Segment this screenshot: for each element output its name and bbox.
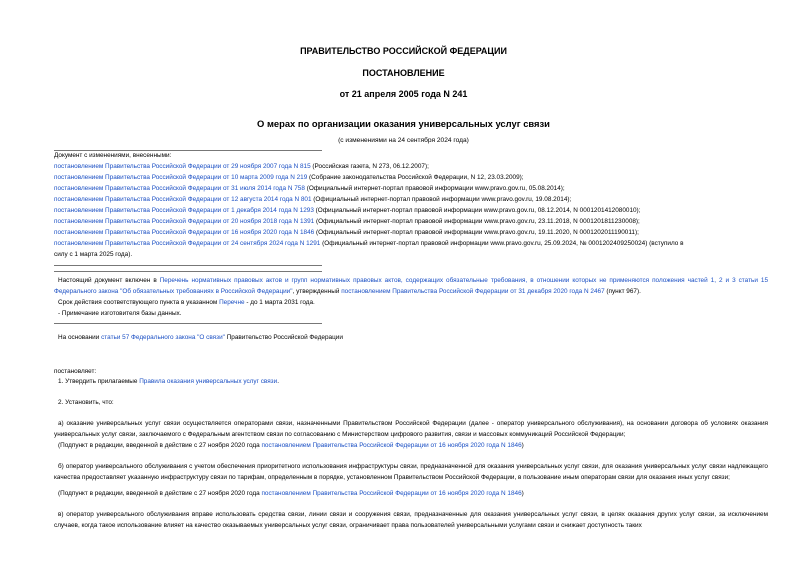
government-heading: ПРАВИТЕЛЬСТВО РОССИЙСКОЙ ФЕДЕРАЦИИ bbox=[300, 46, 507, 56]
change-link[interactable]: постановлением Правительства Российской Федерации от 16 ноября 2020 года N 1846 bbox=[54, 229, 315, 236]
divider bbox=[54, 265, 322, 266]
change-link[interactable]: постановлением Правительства Российской Федерации от 1 декабря 2014 года N 1293 bbox=[54, 207, 314, 214]
change-source: (Официальный интернет-портал правовой информации www.pravo.gov.ru, 19.08.2014); bbox=[311, 196, 572, 203]
rules-link[interactable]: Правила оказания универсальных услуг связи bbox=[139, 378, 278, 385]
subitem-a-note: (Подпункт в редакции, введенной в действие с 27 ноября 2020 года постановлением Правительства Российской Федерации от 16 ноября 2020 года N 1846) bbox=[58, 442, 524, 449]
change-item bbox=[54, 206, 640, 217]
changes-intro: Документ с изменениями, внесенными: bbox=[54, 152, 172, 159]
law-article-57-link[interactable]: статьи 57 Федерального закона "О связи" bbox=[101, 334, 225, 341]
change-item bbox=[54, 162, 429, 173]
doc-type-heading: ПОСТАНОВЛЕНИЕ bbox=[362, 68, 445, 78]
change-link[interactable]: постановлением Правительства Российской Федерации от 12 августа 2014 года N 801 bbox=[54, 196, 312, 203]
divider bbox=[54, 323, 322, 324]
change-link[interactable]: постановлением Правительства Российской Федерации от 29 ноября 2007 года N 815 bbox=[54, 163, 311, 170]
change-source: (Российская газета, N 273, 06.12.2007); bbox=[310, 163, 429, 170]
subitem-b: б) оператор универсального обслуживания с учетом обеспечения приоритетного использования инфраструктуры связи, предназначенной для оказания универсальных услуг связи, для оказания универсальных услуг связи надлежащего качества предоставляет указанную инфраструктуру связи по тарифам, определенным в порядке, установленном Правительством Российской Федерации, в пользование иным операторам связи для оказания иных услуг связи; bbox=[54, 463, 768, 481]
perechen-short-link[interactable]: Перечне bbox=[219, 299, 245, 306]
change-link[interactable]: постановлением Правительства Российской Федерации от 24 сентября 2024 года N 1291 bbox=[54, 240, 321, 247]
subitem-b-note: (Подпункт в редакции, введенной в действие с 27 ноября 2020 года постановлением Правительства Российской Федерации от 16 ноября 2020 года N 1846) bbox=[58, 490, 524, 497]
resolution-1846-link[interactable]: постановлением Правительства Российской Федерации от 16 ноября 2020 года N 1846 bbox=[261, 442, 522, 449]
change-item bbox=[54, 184, 565, 195]
subitem-a: а) оказание универсальных услуг связи осуществляется операторами связи, назначенными Правительством Российской Федерации (далее - оператор универсального обслуживания), на основании договора об условиях оказания универсальных услуг связи, заключаемого с Федеральным агентством связи по согласованию с Министерством цифрового развития, связи и массовых коммуникаций Российской Федерации; bbox=[54, 420, 768, 438]
change-item bbox=[54, 195, 571, 206]
change-item-continuation: силу с 1 марта 2025 года). bbox=[54, 251, 133, 258]
change-source: (Официальный интернет-портал правовой информации www.pravo.gov.ru, 23.11.2018, N 0001201811230008); bbox=[314, 218, 640, 225]
subitem-c: в) оператор универсального обслуживания вправе использовать средства связи, линии связи и сооружения связи, предназначенные для оказания универсальных услуг связи, в целях оказания других услуг связи, за исключением случаев, когда такое использование влияет на качество оказываемых универсальных услуг связи, ограничивает права пользователей универсальными услугами связи и снижает доступность таких bbox=[54, 511, 768, 529]
resolves-text: постановляет: bbox=[54, 368, 97, 375]
doc-date-number: от 21 апреля 2005 года N 241 bbox=[339, 89, 468, 99]
change-link[interactable]: постановлением Правительства Российской Федерации от 31 июля 2014 года N 758 bbox=[54, 185, 305, 192]
divider bbox=[54, 271, 322, 272]
amended-note: (с изменениями на 24 сентября 2024 года) bbox=[338, 137, 469, 144]
doc-title: О мерах по организации оказания универсальных услуг связи bbox=[257, 118, 550, 129]
change-source: (Официальный интернет-портал правовой информации www.pravo.gov.ru, 08.12.2014, N 0001201412080010); bbox=[313, 207, 641, 214]
database-note: - Примечание изготовителя базы данных. bbox=[58, 310, 182, 317]
resolution-1846-link[interactable]: постановлением Правительства Российской Федерации от 16 ноября 2020 года N 1846 bbox=[261, 490, 522, 497]
change-source: (Официальный интернет-портал правовой информации www.pravo.gov.ru, 25.09.2024, № 0001202409250024) (вступило в bbox=[320, 240, 684, 247]
resolution-2467-link[interactable]: постановлением Правительства Российской Федерации от 31 декабря 2020 года N 2467 bbox=[341, 287, 605, 295]
change-item bbox=[54, 217, 640, 228]
change-source: (Официальный интернет-портал правовой информации www.pravo.gov.ru, 19.11.2020, N 0001202011190011); bbox=[314, 229, 639, 236]
validity-paragraph: Срок действия соответствующего пункта в указанном Перечне - до 1 марта 2031 года. bbox=[58, 299, 315, 306]
change-link[interactable]: постановлением Правительства Российской Федерации от 20 ноября 2018 года N 1391 bbox=[54, 218, 315, 225]
change-item bbox=[54, 228, 639, 239]
item-1: 1. Утвердить прилагаемые Правила оказания универсальных услуг связи. bbox=[58, 378, 279, 385]
change-source: (Официальный интернет-портал правовой информации www.pravo.gov.ru, 05.08.2014); bbox=[304, 185, 565, 192]
basis-paragraph: На основании статьи 57 Федерального закона "О связи" Правительство Российской Федерации bbox=[58, 334, 343, 341]
perechen-link[interactable]: Перечень нормативных правовых актов и групп нормативных правовых актов, содержащих обязательные требования, в отношении которых не применяются положения частей 1, 2 и 3 статьи 15 Федерального закона "Об обязательных требованиях в Российской Федерации" bbox=[54, 277, 768, 295]
item-2: 2. Установить, что: bbox=[58, 399, 114, 406]
change-item bbox=[54, 239, 684, 250]
change-link[interactable]: постановлением Правительства Российской Федерации от 10 марта 2009 года N 219 bbox=[54, 174, 308, 181]
change-source: (Собрание законодательства Российской Федерации, N 12, 23.03.2009); bbox=[307, 174, 524, 181]
notice-paragraph: Настоящий документ включен в Перечень нормативных правовых актов и групп нормативных правовых актов, содержащих обязательные требования, в отношении которых не применяются положения частей 1, 2 и 3 статьи 15 Федерального закона "Об обязательных требованиях в Российской Федерации", утвержденный постановлением Правительства Российской Федерации от 31 декабря 2020 года N 2467 (пункт 967). bbox=[54, 277, 768, 295]
change-item bbox=[54, 173, 524, 184]
